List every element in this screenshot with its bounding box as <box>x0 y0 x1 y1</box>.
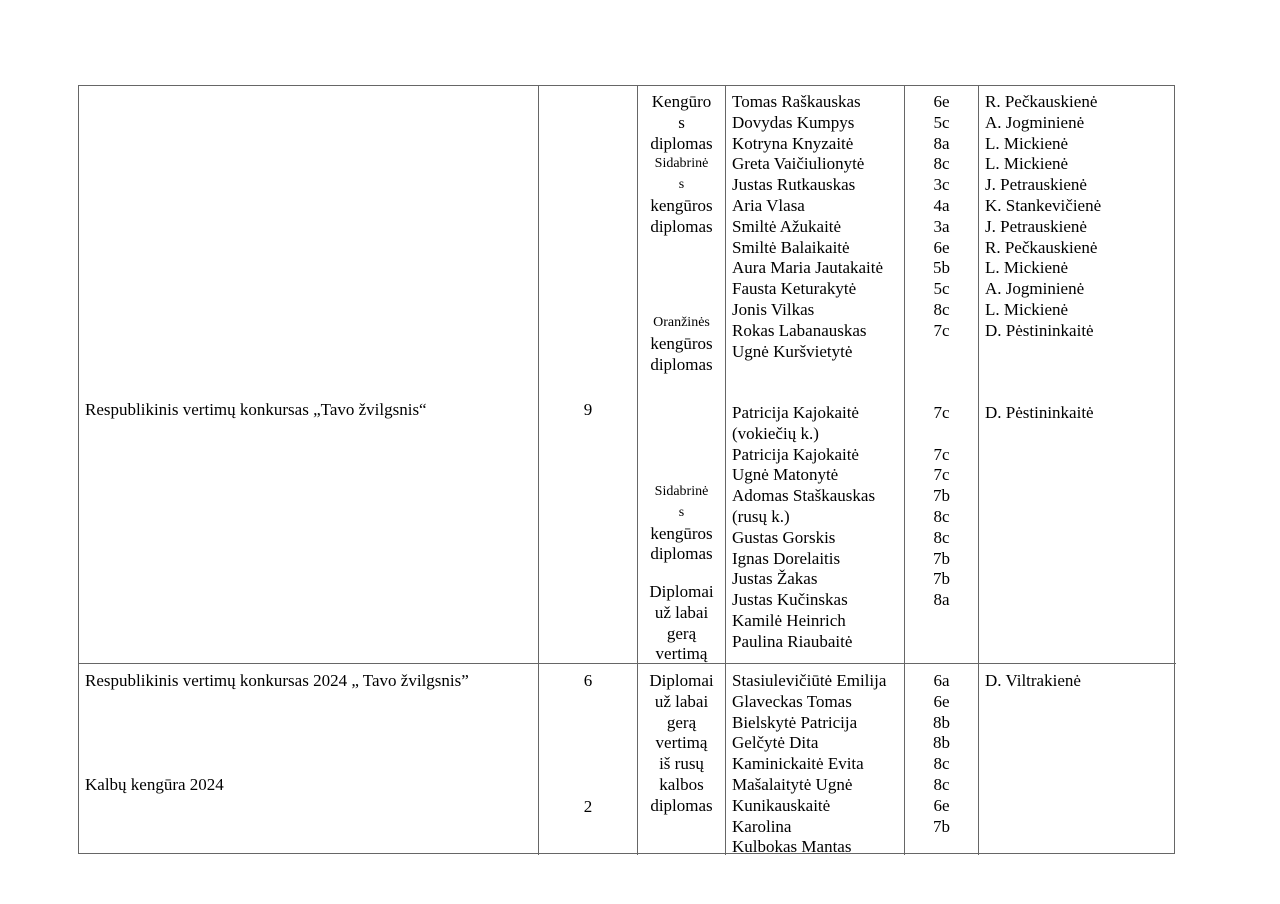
student-name: Kaminickaitė Evita <box>732 754 864 774</box>
cell-competition <box>79 664 539 855</box>
cell-teachers-block <box>979 403 1176 424</box>
competition-title: Respublikinis vertimų konkursas „Tavo žvilgsnis“ <box>85 400 427 419</box>
student-name: Ignas Dorelaitis <box>732 548 841 568</box>
cell-teachers <box>979 86 1176 664</box>
student-name: Kunikauskaitė <box>732 795 831 815</box>
award-count: 6 <box>583 671 593 690</box>
cell-classes-block <box>905 671 978 837</box>
class-label: 5b <box>933 258 950 278</box>
competition-title: Respublikinis vertimų konkursas 2024 „ Tavo žvilgsnis” <box>85 671 469 690</box>
teacher-name: L. Mickienė <box>985 258 1069 278</box>
class-label: 4a <box>933 195 950 215</box>
class-label: 8c <box>933 754 950 774</box>
class-label: 8b <box>933 712 950 732</box>
diploma-line: Oranžinės <box>653 315 710 330</box>
diploma-line: už labai <box>654 691 709 711</box>
class-label: 6a <box>933 671 950 690</box>
student-name: (rusų k.) <box>732 506 790 526</box>
student-name: Kulbokas Mantas <box>732 837 852 855</box>
student-name: Ugnė Matonytė <box>732 465 839 485</box>
cell-count <box>539 86 638 664</box>
diploma-line: kalbos <box>659 774 704 794</box>
class-label: 6e <box>933 691 950 711</box>
teacher-name: J. Petrauskienė <box>985 216 1087 236</box>
class-label: 8c <box>933 774 950 794</box>
cell-teachers-block <box>979 671 1176 692</box>
diploma-line: vertimą <box>655 733 708 753</box>
teacher-name: R. Pečkauskienė <box>985 237 1098 257</box>
cell-competition-block <box>79 671 538 692</box>
cell-students-block <box>726 92 904 362</box>
competition-title: Kalbų kengūra 2024 <box>85 775 224 794</box>
class-label: 5c <box>933 112 950 132</box>
cell-diploma-block <box>638 671 725 817</box>
student-name: Paulina Riaubaitė <box>732 631 853 651</box>
cell-diploma-block <box>638 482 725 565</box>
class-label: 7b <box>933 548 950 568</box>
teacher-name: D. Pėstininkaitė <box>985 320 1094 340</box>
class-label: 8c <box>933 299 950 319</box>
cell-classes-block <box>905 403 978 611</box>
class-label: 7b <box>933 486 950 506</box>
student-name: Kotryna Knyzaitė <box>732 133 854 153</box>
cell-diploma-block <box>638 313 725 375</box>
class-label: 7c <box>933 403 950 422</box>
diploma-line: s <box>678 112 685 132</box>
cell-count-block <box>539 797 637 818</box>
student-name: Ugnė Kuršvietytė <box>732 341 853 361</box>
student-name: Gustas Gorskis <box>732 527 836 547</box>
cell-diploma <box>638 86 726 664</box>
student-name: Stasiulevičiūtė Emilija <box>732 671 887 690</box>
class-label: 7c <box>933 444 950 464</box>
cell-classes <box>905 664 979 855</box>
diploma-line: s <box>678 504 685 520</box>
student-name: Aria Vlasa <box>732 195 805 215</box>
teacher-name: L. Mickienė <box>985 154 1069 174</box>
class-label: 8a <box>933 133 950 153</box>
student-name: Mašalaitytė Ugnė <box>732 774 853 794</box>
class-label: 7b <box>933 816 950 836</box>
cell-count <box>539 664 638 855</box>
diploma-line: Kengūro <box>651 92 712 111</box>
diploma-line: Diplomai <box>649 671 714 690</box>
class-label: 7b <box>933 569 950 589</box>
diploma-line: Sidabrinė <box>654 484 709 499</box>
cell-competition-block <box>79 400 538 421</box>
teacher-name: D. Viltrakienė <box>985 671 1081 690</box>
awards-table <box>78 85 1175 854</box>
student-name: Justas Kučinskas <box>732 590 848 610</box>
student-name: Smiltė Ažukaitė <box>732 216 842 236</box>
class-label: 8a <box>933 590 950 610</box>
student-name: Glaveckas Tomas <box>732 691 852 711</box>
student-name: Gelčytė Dita <box>732 733 819 753</box>
teacher-name: R. Pečkauskienė <box>985 92 1098 111</box>
cell-students-block <box>726 403 904 653</box>
diploma-line: gerą <box>666 712 697 732</box>
teacher-name: D. Pėstininkaitė <box>985 403 1094 422</box>
class-label: 3c <box>933 175 950 195</box>
cell-teachers <box>979 664 1176 855</box>
cell-classes <box>905 86 979 664</box>
cell-competition-block <box>79 775 538 796</box>
cell-students <box>726 664 905 855</box>
student-name: Greta Vaičiulionytė <box>732 154 865 174</box>
diploma-line: kengūros <box>650 523 713 543</box>
student-name: Jonis Vilkas <box>732 299 815 319</box>
teacher-name: L. Mickienė <box>985 299 1069 319</box>
award-count: 9 <box>583 400 593 419</box>
diploma-line: Diplomai <box>649 582 714 601</box>
diploma-line: s <box>678 177 685 193</box>
diploma-line: diplomas <box>650 795 713 815</box>
cell-diploma <box>638 664 726 855</box>
student-name: (vokiečių k.) <box>732 423 819 443</box>
student-name: Aura Maria Jautakaitė <box>732 258 884 278</box>
cell-classes-block <box>905 92 978 342</box>
class-label <box>911 424 972 445</box>
cell-students-block <box>726 671 904 855</box>
student-name: Dovydas Kumpys <box>732 112 855 132</box>
student-name: Rokas Labanauskas <box>732 320 867 340</box>
diploma-line: kengūros <box>650 195 713 215</box>
class-label: 5c <box>933 279 950 299</box>
class-label: 6e <box>933 237 950 257</box>
cell-count-block <box>539 400 637 421</box>
teacher-name: K. Stankevičienė <box>985 195 1102 215</box>
class-label: 8c <box>933 154 950 174</box>
diploma-line: Sidabrinė <box>654 156 709 172</box>
student-name: Karolina <box>732 816 792 836</box>
cell-diploma-block <box>638 92 725 238</box>
cell-students <box>726 86 905 664</box>
student-name: Tomas Raškauskas <box>732 92 861 111</box>
class-label: 3a <box>933 216 950 236</box>
class-label: 7c <box>933 465 950 485</box>
award-count: 2 <box>583 797 593 816</box>
diploma-line: kengūros <box>650 333 713 353</box>
diploma-line: gerą <box>666 623 697 643</box>
class-label: 7c <box>933 320 950 340</box>
class-label: 6e <box>933 795 950 815</box>
student-name: Patricija Kajokaitė <box>732 403 859 422</box>
cell-competition <box>79 86 539 664</box>
class-label: 8c <box>933 506 950 526</box>
student-name: Kamilė Heinrich <box>732 610 846 630</box>
teacher-name: J. Petrauskienė <box>985 175 1087 195</box>
cell-count-block <box>539 671 637 692</box>
diploma-line: diplomas <box>650 354 713 374</box>
teacher-name: L. Mickienė <box>985 133 1069 153</box>
class-label: 6e <box>933 92 950 111</box>
class-label: 8c <box>933 527 950 547</box>
diploma-line: už labai <box>654 602 709 622</box>
cell-diploma-block <box>638 582 725 664</box>
student-name: Justas Žakas <box>732 569 818 589</box>
student-name: Patricija Kajokaitė <box>732 444 859 464</box>
diploma-line: iš rusų <box>659 754 704 774</box>
student-name: Bielskytė Patricija <box>732 712 858 732</box>
student-name: Adomas Staškauskas <box>732 486 876 506</box>
student-name: Justas Rutkauskas <box>732 175 856 195</box>
teacher-name: A. Jogminienė <box>985 279 1085 299</box>
teacher-name: A. Jogminienė <box>985 112 1085 132</box>
student-name: Fausta Keturakytė <box>732 279 857 299</box>
diploma-line: vertimą <box>655 644 708 664</box>
diploma-line: diplomas <box>650 216 713 236</box>
class-label: 8b <box>933 733 950 753</box>
diploma-line: diplomas <box>650 544 713 564</box>
cell-teachers-block <box>979 92 1176 342</box>
diploma-line: diplomas <box>650 133 713 153</box>
student-name: Smiltė Balaikaitė <box>732 237 850 257</box>
